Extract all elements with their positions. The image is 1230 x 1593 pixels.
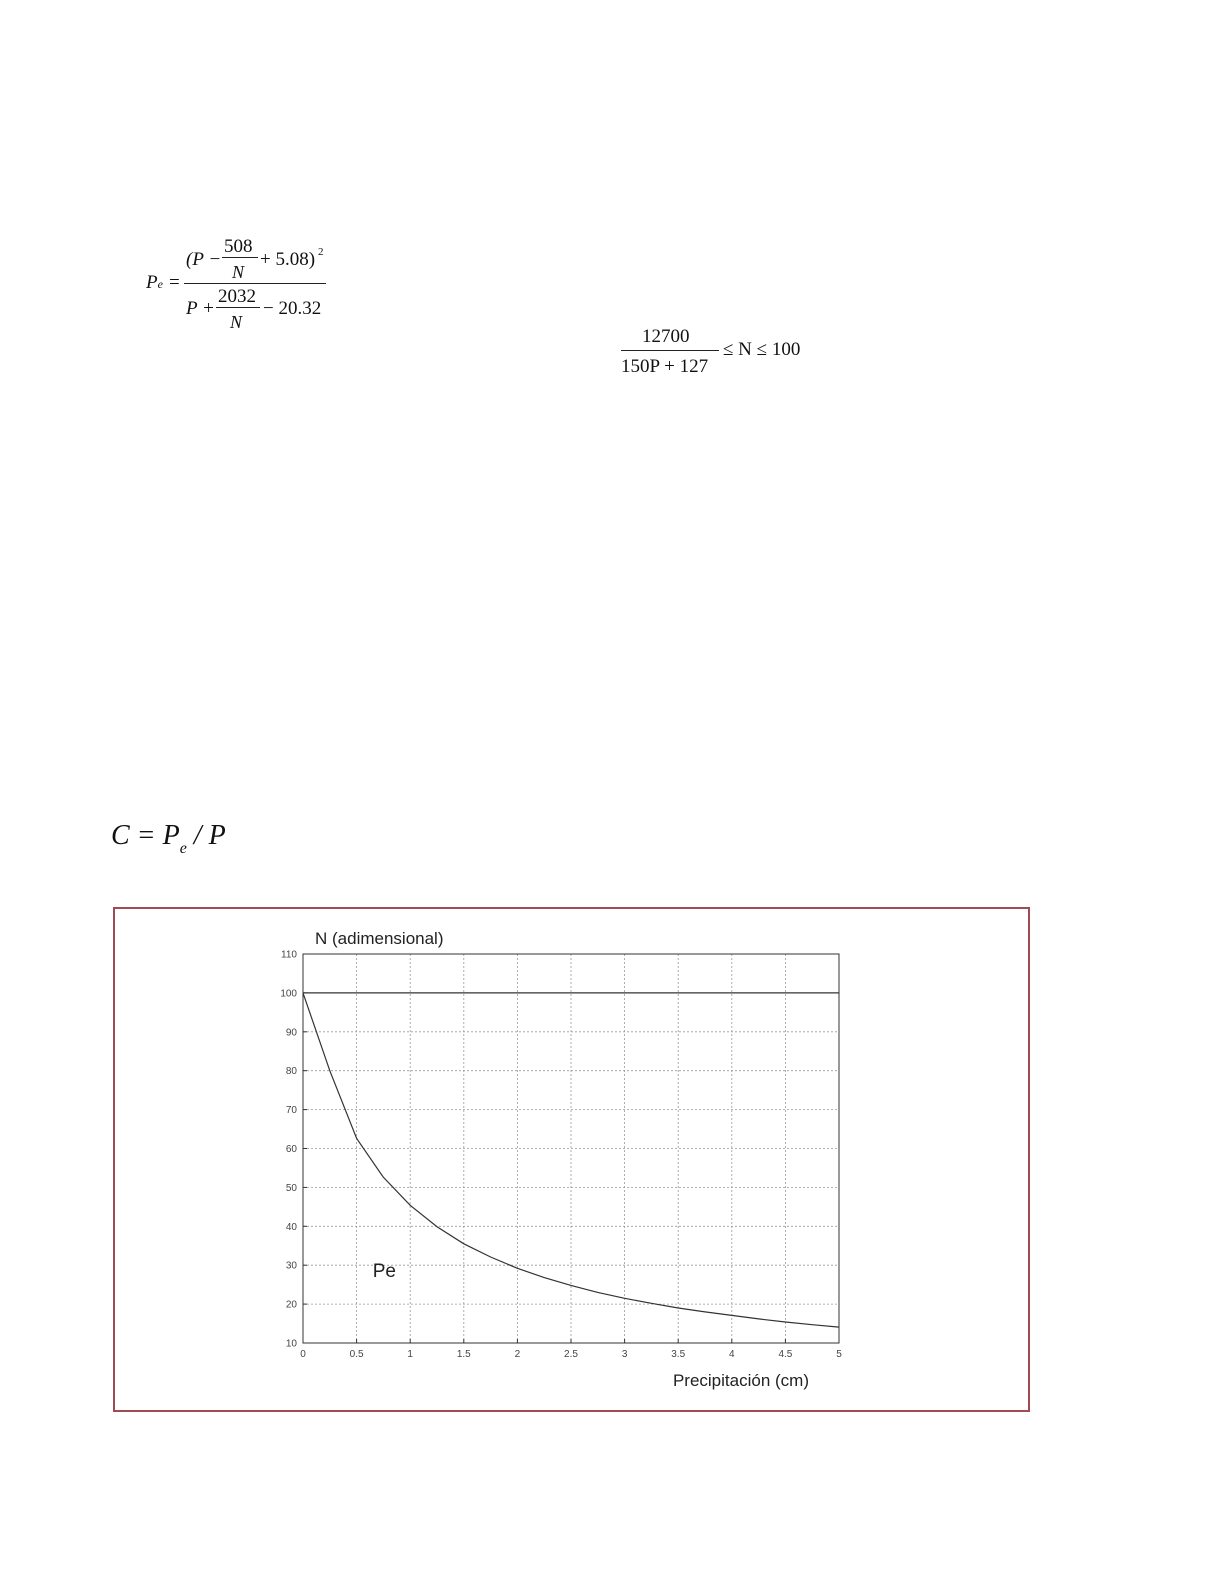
x-tick-label: 1.5 — [456, 1349, 471, 1360]
y-tick-label: 40 — [285, 1221, 297, 1233]
eq-pe-num-frac-bottom: N — [232, 262, 245, 282]
eq-c-sub: e — [179, 840, 187, 857]
eq-n-numerator: 12700 — [642, 326, 690, 347]
eq-c-right: / P — [186, 820, 226, 851]
eq-pe-den-frac-bottom: N — [230, 312, 243, 332]
y-tick-label: 110 — [281, 949, 297, 961]
eq-pe-den-p: P + — [186, 298, 215, 319]
x-tick-label: 0 — [300, 1349, 306, 1360]
eq-n-bar — [621, 350, 719, 351]
n-vs-precipitation-chart — [115, 909, 1028, 1410]
eq-pe-den-frac-bar — [216, 307, 260, 308]
labels — [280, 929, 842, 1390]
x-tick-label: 4.5 — [778, 1349, 793, 1360]
eq-pe-den-frac-top: 2032 — [218, 286, 256, 307]
x-tick-label: 3.5 — [671, 1349, 686, 1360]
x-axis-label: Precipitación (cm) — [672, 1371, 809, 1390]
eq-pe-num-exp: 2 — [318, 246, 324, 258]
y-tick-label: 60 — [285, 1144, 297, 1155]
x-tick-label: 3 — [621, 1349, 628, 1360]
y-tick-label: 70 — [285, 1105, 297, 1117]
eq-pe-num-open: (P − — [186, 249, 222, 270]
eq-pe-main-bar — [184, 283, 326, 284]
figure-frame — [113, 907, 1030, 1412]
grid — [303, 954, 839, 1343]
eq-n-denominator: 150P + 127 — [621, 356, 709, 377]
eq-pe-num-frac-top: 508 — [224, 236, 253, 257]
eq-pe-equals: = — [169, 272, 180, 293]
x-tick-label: 0.5 — [349, 1349, 364, 1360]
equation-pe — [146, 235, 346, 335]
y-tick-label: 100 — [280, 988, 297, 1000]
x-tick-label: 4 — [729, 1349, 735, 1360]
eq-pe-num-close: + 5.08) — [260, 249, 316, 270]
y-tick-label: 20 — [285, 1299, 297, 1311]
eq-n-relation: ≤ N ≤ 100 — [723, 339, 801, 360]
y-tick-label: 80 — [285, 1066, 297, 1078]
eq-c-left: C = P — [111, 820, 180, 851]
pe-annotation: Pe — [372, 1260, 397, 1282]
equation-n-bound — [618, 324, 838, 384]
eq-pe-den-tail: − 20.32 — [263, 298, 322, 319]
x-tick-label: 2 — [514, 1349, 521, 1360]
x-tick-label: 5 — [836, 1349, 842, 1360]
eq-pe-lhs: Pe — [146, 272, 163, 293]
y-tick-label: 50 — [285, 1182, 297, 1194]
y-axis-label: N (adimensional) — [315, 929, 444, 948]
x-tick-label: 1 — [407, 1349, 413, 1360]
y-tick-label: 10 — [285, 1338, 297, 1350]
x-tick-label: 2.5 — [564, 1349, 578, 1360]
y-tick-label: 90 — [285, 1027, 297, 1039]
equation-c — [111, 820, 226, 857]
eq-pe-num-frac-bar — [222, 257, 258, 258]
y-tick-label: 30 — [285, 1260, 297, 1272]
